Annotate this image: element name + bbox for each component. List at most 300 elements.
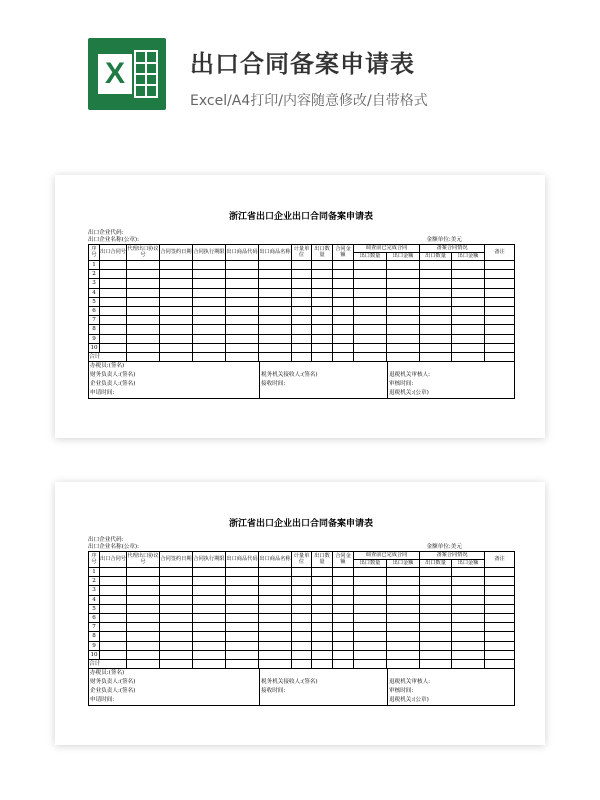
row-number: 7 (89, 316, 100, 325)
table-cell (259, 261, 292, 270)
table-cell (387, 297, 420, 306)
table-cell (292, 604, 312, 613)
table-cell (485, 288, 515, 297)
table-cell (387, 270, 420, 279)
table-cell (452, 632, 485, 641)
table-cell (259, 586, 292, 595)
table-cell (485, 316, 515, 325)
col-header: 出口商品名称 (259, 245, 292, 261)
total-label: 合计 (89, 659, 127, 668)
table-cell (420, 288, 452, 297)
table-cell (226, 270, 259, 279)
table-cell (333, 297, 354, 306)
table-cell (259, 650, 292, 659)
table-cell (292, 632, 312, 641)
table-cell (292, 586, 312, 595)
table-cell (452, 595, 485, 604)
table-cell (100, 613, 127, 622)
table-cell (127, 297, 160, 306)
table-row (89, 334, 515, 343)
table-row (89, 613, 515, 622)
table-cell (312, 334, 333, 343)
table-cell (387, 343, 420, 352)
table-cell (226, 279, 259, 288)
table-row (89, 577, 515, 586)
row-number: 7 (89, 623, 100, 632)
table-cell (127, 632, 160, 641)
table-cell (452, 623, 485, 632)
table-cell (292, 650, 312, 659)
document-title: 浙江省出口企业出口合同备案申请表 (228, 519, 373, 529)
refund-reviewer-sign: 退税机关审核人: (388, 371, 515, 380)
table-cell (387, 316, 420, 325)
row-number: 4 (89, 595, 100, 604)
total-row (89, 352, 515, 361)
table-cell (259, 632, 292, 641)
col-header: 计量单位 (292, 245, 312, 261)
table-cell (420, 261, 452, 270)
table-cell (333, 632, 354, 641)
table-cell (420, 613, 452, 622)
table-cell (226, 650, 259, 659)
leader-sign: 企业负责人:(签名) (90, 688, 136, 695)
table-cell (226, 641, 259, 650)
table-cell (312, 586, 333, 595)
row-number: 3 (89, 279, 100, 288)
table-cell (485, 613, 515, 622)
table-cell (292, 316, 312, 325)
contract-table (88, 244, 515, 362)
handler-sign: 办税员:(签名) (90, 363, 125, 370)
table-cell (259, 270, 292, 279)
table-cell (193, 288, 226, 297)
table-cell (387, 261, 420, 270)
table-cell (354, 604, 387, 613)
table-cell (127, 270, 160, 279)
table-row (89, 650, 515, 659)
table-cell (333, 334, 354, 343)
signature-block (88, 362, 515, 399)
table-row (89, 568, 515, 577)
table-cell (452, 325, 485, 334)
refund-office-seal: 退税机关:(公章) (388, 696, 515, 706)
table-cell (100, 577, 127, 586)
table-row (89, 604, 515, 613)
table-cell (420, 632, 452, 641)
table-cell (292, 595, 312, 604)
table-cell (420, 641, 452, 650)
table-cell (259, 613, 292, 622)
row-number: 10 (90, 651, 98, 658)
table-cell (312, 604, 333, 613)
table-cell (333, 641, 354, 650)
company-name-label: 出口企业名称(公章): (88, 237, 139, 243)
table-cell (312, 261, 333, 270)
table-cell (292, 334, 312, 343)
table-cell (127, 604, 160, 613)
table-cell (160, 586, 193, 595)
col-header: 出口合同号 (100, 245, 127, 261)
table-cell (160, 288, 193, 297)
table-cell (160, 613, 193, 622)
company-name-label: 出口企业名称(公章): (88, 544, 139, 550)
table-cell (354, 613, 387, 622)
page-subtitle: Excel/A4打印/内容随意修改/自带格式 (190, 93, 428, 109)
table-cell (100, 650, 127, 659)
table-cell (100, 297, 127, 306)
table-cell (420, 577, 452, 586)
table-cell (193, 270, 226, 279)
table-cell (387, 604, 420, 613)
table-cell (160, 334, 193, 343)
table-cell (354, 577, 387, 586)
table-cell (127, 586, 160, 595)
receive-time: 接收时间: (260, 687, 388, 696)
row-number: 6 (89, 306, 100, 315)
remark-header: 备注 (485, 245, 515, 261)
table-cell (193, 568, 226, 577)
table-cell (100, 325, 127, 334)
row-number: 8 (89, 632, 100, 641)
table-cell (193, 613, 226, 622)
table-cell (387, 595, 420, 604)
table-cell (226, 325, 259, 334)
table-cell (193, 586, 226, 595)
table-cell (354, 568, 387, 577)
table-cell (354, 343, 387, 352)
table-cell (127, 613, 160, 622)
col-header: 合同签约日期 (160, 552, 193, 568)
table-cell (312, 568, 333, 577)
table-cell (193, 343, 226, 352)
table-cell (226, 306, 259, 315)
table-cell (160, 632, 193, 641)
col-header: 计量单位 (292, 552, 312, 568)
table-cell (333, 613, 354, 622)
table-row (89, 297, 515, 306)
table-cell (259, 279, 292, 288)
table-cell (292, 641, 312, 650)
table-row (89, 316, 515, 325)
table-cell (127, 306, 160, 315)
row-number: 2 (89, 577, 100, 586)
total-label: 合计 (89, 352, 127, 361)
table-cell (259, 343, 292, 352)
table-cell (259, 641, 292, 650)
table-cell (452, 586, 485, 595)
receive-time: 接收时间: (260, 380, 388, 389)
table-cell (292, 306, 312, 315)
table-cell (333, 279, 354, 288)
group-header: 备案合同情况 (420, 552, 485, 560)
table-cell (420, 343, 452, 352)
table-cell (333, 261, 354, 270)
table-cell (387, 279, 420, 288)
table-cell (420, 279, 452, 288)
finance-sign: 财务负责人:(签名) (90, 679, 136, 686)
table-cell (485, 306, 515, 315)
table-cell (485, 343, 515, 352)
table-cell (259, 334, 292, 343)
table-row (89, 641, 515, 650)
table-cell (160, 306, 193, 315)
table-cell (127, 595, 160, 604)
table-cell (354, 325, 387, 334)
col-header: 合同金额 (333, 245, 354, 261)
table-cell (292, 297, 312, 306)
document-page (88, 209, 514, 399)
refund-office-seal: 退税机关:(公章) (388, 389, 515, 399)
table-cell (387, 288, 420, 297)
table-cell (354, 316, 387, 325)
table-cell (312, 595, 333, 604)
table-cell (333, 623, 354, 632)
table-row (89, 306, 515, 315)
table-cell (312, 306, 333, 315)
table-cell (420, 623, 452, 632)
col-header: 出口商品名称 (259, 552, 292, 568)
table-cell (387, 632, 420, 641)
table-cell (100, 288, 127, 297)
row-number: 9 (89, 641, 100, 650)
table-cell (387, 613, 420, 622)
apply-time: 申请时间: (90, 697, 115, 704)
table-cell (452, 261, 485, 270)
remark-header: 备注 (485, 552, 515, 568)
table-cell (354, 334, 387, 343)
sheet-preview-2 (55, 482, 545, 745)
table-cell (226, 604, 259, 613)
table-cell (100, 279, 127, 288)
table-cell (485, 632, 515, 641)
row-number: 3 (89, 586, 100, 595)
table-cell (354, 632, 387, 641)
table-cell (354, 650, 387, 659)
table-row (89, 623, 515, 632)
leader-sign: 企业负责人:(签名) (90, 381, 136, 388)
table-cell (485, 623, 515, 632)
table-row (89, 279, 515, 288)
table-row (89, 343, 515, 352)
table-cell (420, 334, 452, 343)
table-cell (100, 604, 127, 613)
table-cell (292, 343, 312, 352)
table-cell (127, 650, 160, 659)
table-cell (333, 650, 354, 659)
handler-sign: 办税员:(签名) (90, 670, 125, 677)
table-cell (259, 568, 292, 577)
table-cell (100, 316, 127, 325)
sub-header: 出口数量 (354, 560, 387, 568)
table-row (89, 586, 515, 595)
table-cell (452, 279, 485, 288)
table-cell (485, 297, 515, 306)
table-cell (226, 343, 259, 352)
table-cell (127, 568, 160, 577)
col-header: 出口商品代码 (226, 552, 259, 568)
table-cell (193, 641, 226, 650)
table-cell (160, 279, 193, 288)
finance-sign: 财务负责人:(签名) (90, 372, 136, 379)
table-cell (387, 325, 420, 334)
table-cell (485, 586, 515, 595)
table-cell (100, 306, 127, 315)
contract-table (88, 551, 515, 669)
document-title: 浙江省出口企业出口合同备案申请表 (228, 212, 373, 222)
table-cell (485, 577, 515, 586)
table-cell (452, 297, 485, 306)
table-cell (452, 316, 485, 325)
group-header: 调查前已完成合同 (354, 245, 420, 253)
table-cell (193, 632, 226, 641)
table-cell (127, 641, 160, 650)
table-row (89, 595, 515, 604)
table-cell (333, 325, 354, 334)
table-cell (160, 650, 193, 659)
col-header: 出口数量 (312, 245, 333, 261)
table-cell (354, 595, 387, 604)
apply-time: 申请时间: (90, 390, 115, 397)
table-cell (127, 325, 160, 334)
table-cell (312, 641, 333, 650)
table-cell (226, 568, 259, 577)
row-number: 1 (89, 261, 100, 270)
table-cell (226, 261, 259, 270)
amount-unit: 金额单位:美元 (426, 544, 462, 550)
table-cell (387, 623, 420, 632)
table-cell (226, 297, 259, 306)
table-cell (226, 613, 259, 622)
table-cell (333, 595, 354, 604)
table-cell (485, 325, 515, 334)
table-cell (387, 334, 420, 343)
table-cell (420, 316, 452, 325)
table-cell (485, 604, 515, 613)
amount-unit: 金额单位:美元 (426, 237, 462, 243)
table-cell (312, 623, 333, 632)
table-cell (387, 641, 420, 650)
table-cell (193, 261, 226, 270)
row-number: 5 (89, 297, 100, 306)
table-cell (333, 586, 354, 595)
table-cell (485, 568, 515, 577)
table-cell (193, 316, 226, 325)
excel-icon (88, 38, 166, 110)
table-cell (452, 613, 485, 622)
review-time: 审核时间: (388, 380, 515, 389)
table-cell (387, 568, 420, 577)
col-header: 出口商品代码 (226, 245, 259, 261)
table-cell (312, 650, 333, 659)
table-cell (127, 288, 160, 297)
sheet-preview-1 (55, 175, 545, 438)
table-cell (292, 623, 312, 632)
document-page (88, 516, 514, 706)
table-cell (312, 297, 333, 306)
company-code-label: 出口企业代码: (88, 537, 124, 543)
table-cell (127, 623, 160, 632)
table-cell (333, 270, 354, 279)
table-cell (387, 586, 420, 595)
table-cell (354, 279, 387, 288)
col-header: 合同执行期限 (193, 245, 226, 261)
table-row (89, 632, 515, 641)
table-cell (354, 586, 387, 595)
document-meta (88, 537, 514, 551)
group-header: 备案合同情况 (420, 245, 485, 253)
table-cell (226, 334, 259, 343)
table-cell (193, 595, 226, 604)
table-cell (354, 270, 387, 279)
table-cell (452, 604, 485, 613)
table-cell (387, 577, 420, 586)
table-cell (312, 343, 333, 352)
table-cell (354, 288, 387, 297)
table-cell (452, 334, 485, 343)
row-number: 10 (90, 344, 98, 351)
table-cell (259, 604, 292, 613)
table-cell (485, 650, 515, 659)
table-cell (193, 297, 226, 306)
table-cell (292, 568, 312, 577)
table-cell (387, 306, 420, 315)
sub-header: 出口数量 (420, 253, 452, 261)
table-cell (100, 632, 127, 641)
table-row (89, 261, 515, 270)
table-cell (333, 316, 354, 325)
table-cell (485, 334, 515, 343)
document-meta (88, 230, 514, 244)
table-cell (452, 568, 485, 577)
row-number: 4 (89, 288, 100, 297)
table-cell (100, 623, 127, 632)
group-header: 调查前已完成合同 (354, 552, 420, 560)
table-row (89, 325, 515, 334)
table-cell (312, 288, 333, 297)
table-cell (160, 297, 193, 306)
table-cell (259, 577, 292, 586)
table-cell (259, 306, 292, 315)
table-cell (259, 595, 292, 604)
company-code-label: 出口企业代码: (88, 230, 124, 236)
table-row (89, 288, 515, 297)
table-cell (485, 270, 515, 279)
page-header (0, 0, 600, 150)
table-cell (100, 641, 127, 650)
table-cell (160, 261, 193, 270)
table-cell (452, 288, 485, 297)
tax-receiver-sign: 税务机关接收人:(签名) (260, 678, 388, 687)
table-cell (312, 270, 333, 279)
table-cell (452, 650, 485, 659)
table-cell (127, 261, 160, 270)
table-cell (312, 632, 333, 641)
table-cell (292, 270, 312, 279)
table-cell (226, 577, 259, 586)
table-cell (100, 270, 127, 279)
table-cell (259, 623, 292, 632)
table-cell (485, 279, 515, 288)
table-cell (420, 325, 452, 334)
col-header: 序号 (89, 552, 100, 568)
table-cell (100, 343, 127, 352)
table-cell (193, 650, 226, 659)
table-cell (160, 568, 193, 577)
table-cell (259, 297, 292, 306)
col-header: 合同签约日期 (160, 245, 193, 261)
col-header: 合同执行期限 (193, 552, 226, 568)
table-cell (292, 288, 312, 297)
